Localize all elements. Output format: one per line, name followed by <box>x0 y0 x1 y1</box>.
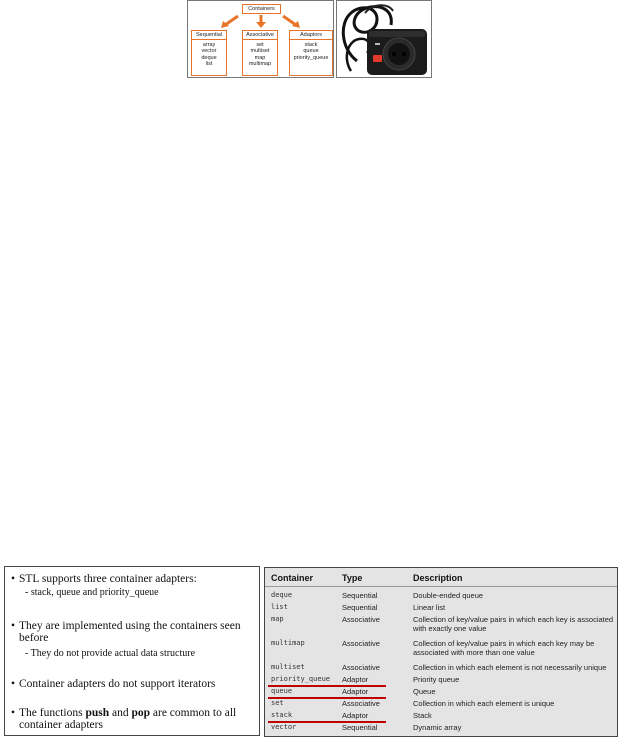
cell-type: Adaptor <box>342 687 369 696</box>
category-item: map <box>254 54 266 61</box>
arrow-left-icon <box>220 15 240 29</box>
cell-description: Collection in which each element is not necessarily unique <box>413 663 607 672</box>
cell-type: Adaptor <box>342 711 369 720</box>
cell-container: map <box>271 615 284 623</box>
diagram-root-node: Containers <box>242 4 281 14</box>
cell-type: Associative <box>342 639 380 648</box>
keyword-pop: pop <box>131 707 151 719</box>
bullet-subtext: - They do not provide actual data structure <box>25 648 196 659</box>
bullet-text-post: are common to all container adapters <box>19 707 237 731</box>
category-title: Adaptors <box>290 31 332 40</box>
keyword-push: push <box>85 707 110 719</box>
table-header <box>265 568 617 587</box>
bullet-item <box>11 678 255 690</box>
category-title: Associative <box>243 31 277 40</box>
column-header-container: Container <box>271 573 314 583</box>
cell-description: Collection of key/value pairs in which each key may be associated with more than one value <box>413 639 595 657</box>
cell-type: Sequential <box>342 591 378 600</box>
cell-container: stack <box>271 711 293 719</box>
bullet-text: They are implemented using the containers seen before <box>19 620 241 644</box>
arrow-down-icon <box>255 15 267 29</box>
adapter-notes-box <box>4 566 260 736</box>
bullet-text-pre: The functions <box>19 707 86 719</box>
cell-description: Stack <box>413 711 432 720</box>
cell-description: Linear list <box>413 603 446 612</box>
cell-type: Associative <box>342 615 380 624</box>
category-item: stack <box>304 42 318 48</box>
cell-description: Queue <box>413 687 436 696</box>
bullet-dot-icon: • <box>11 707 16 719</box>
cell-container: vector <box>271 723 297 731</box>
category-adaptors <box>289 30 333 76</box>
column-header-description: Description <box>413 573 463 583</box>
cell-container: list <box>271 603 288 611</box>
cell-type: Sequential <box>342 723 378 732</box>
cell-container: deque <box>271 591 293 599</box>
container-types-diagram <box>187 0 334 78</box>
bullet-dot-icon: • <box>11 620 16 632</box>
category-sequential <box>191 30 227 76</box>
category-item: list <box>205 60 213 67</box>
cell-description: Collection of key/value pairs in which each key is associated with exactly one value <box>413 615 614 633</box>
category-item: vector <box>201 48 217 55</box>
category-item: multimap <box>248 60 272 67</box>
cell-container: multiset <box>271 663 305 671</box>
category-item: deque <box>201 54 217 61</box>
bullet-subtext: - stack, queue and priority_queue <box>25 587 159 598</box>
category-item: priority_queue <box>293 54 329 61</box>
arrow-right-icon <box>281 15 301 29</box>
cell-type: Adaptor <box>342 675 369 684</box>
category-title: Sequential <box>192 31 226 40</box>
cell-description: Priority queue <box>413 675 460 684</box>
power-adapter-icon <box>337 1 431 77</box>
category-item: array <box>202 42 216 48</box>
bullet-text: STL supports three container adapters: <box>19 573 197 585</box>
bullet-item <box>11 573 255 585</box>
cell-container: set <box>271 699 284 707</box>
bullet-dot-icon: • <box>11 678 16 690</box>
column-header-type: Type <box>342 573 363 583</box>
cell-description: Collection in which each element is unique <box>413 699 555 708</box>
bullet-item <box>11 620 255 644</box>
category-item: set <box>256 42 264 48</box>
bullet-text-mid: and <box>109 707 132 719</box>
bullet-item <box>11 707 255 731</box>
category-item: queue <box>303 48 319 55</box>
cell-container: queue <box>271 687 293 695</box>
container-table <box>264 567 618 737</box>
power-adapter-photo <box>336 0 432 78</box>
bullet-text: Container adapters do not support iterators <box>19 678 216 690</box>
cell-type: Associative <box>342 699 380 708</box>
cell-container: multimap <box>271 639 305 647</box>
cell-description: Dynamic array <box>413 723 462 732</box>
cell-type: Sequential <box>342 603 378 612</box>
category-item: multiset <box>250 48 270 55</box>
cell-description: Double-ended queue <box>413 591 484 600</box>
cell-container: priority_queue <box>271 675 331 683</box>
cell-type: Associative <box>342 663 380 672</box>
bullet-dot-icon: • <box>11 573 16 585</box>
category-associative <box>242 30 278 76</box>
